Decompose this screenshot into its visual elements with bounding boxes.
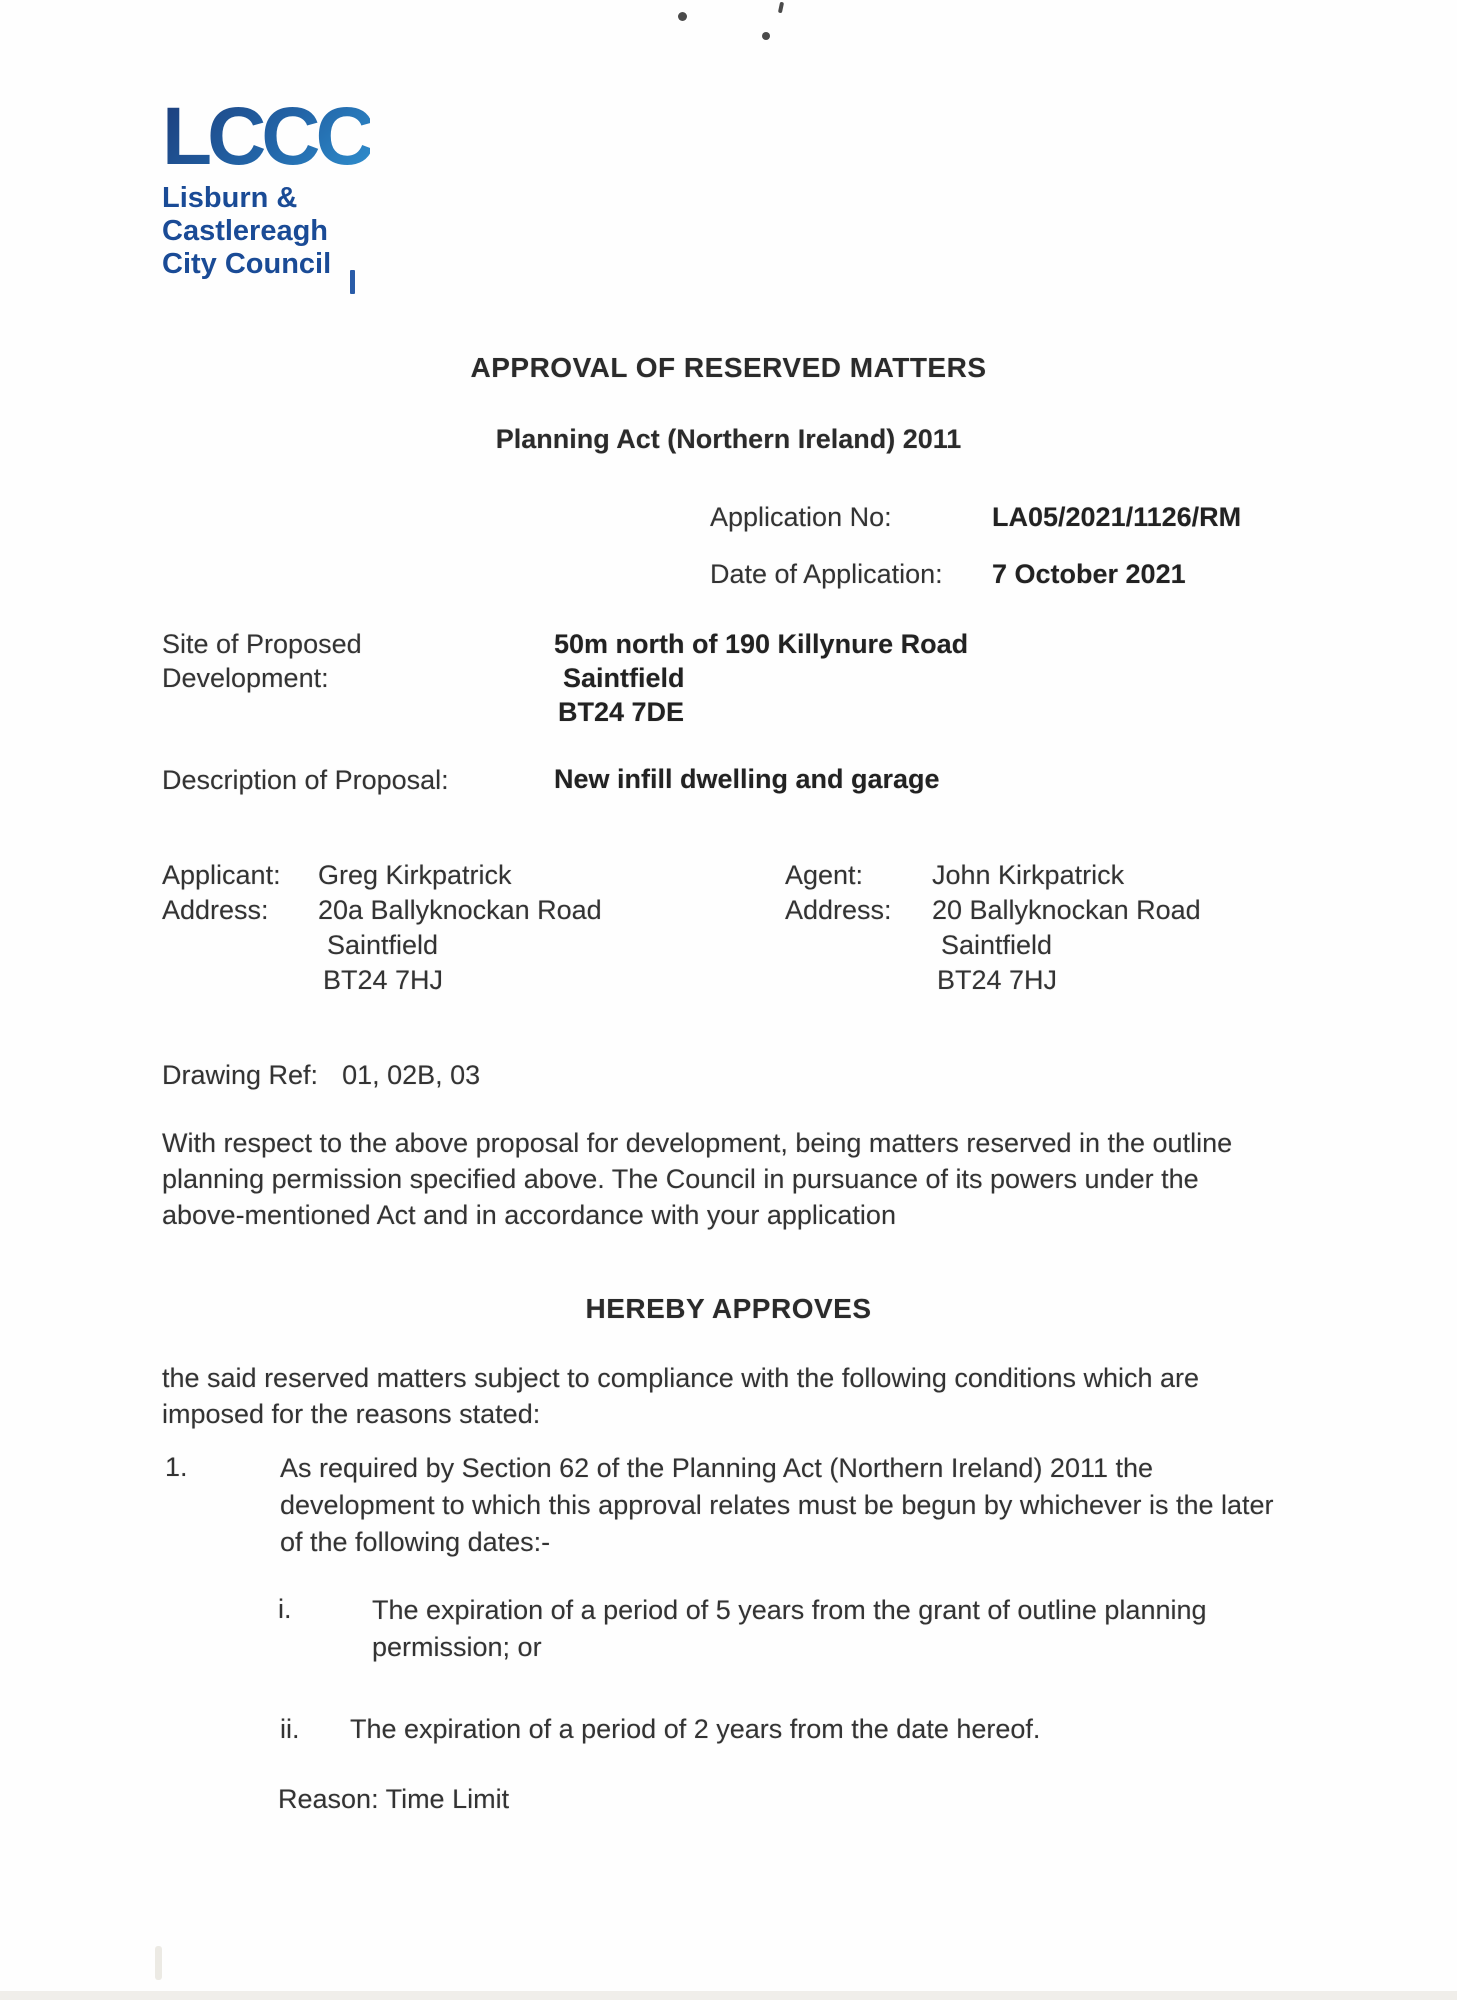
drawing-ref-label: Drawing Ref: bbox=[162, 1060, 319, 1090]
subitem-i-line: permission; or bbox=[372, 1632, 542, 1662]
applicant-labels bbox=[162, 858, 281, 928]
scan-speck-icon bbox=[762, 32, 770, 40]
applicant-label: Applicant: bbox=[162, 860, 281, 890]
conditions-intro-line: imposed for the reasons stated: bbox=[162, 1399, 541, 1429]
council-logo bbox=[162, 91, 370, 281]
site-label-line: Site of Proposed bbox=[162, 629, 362, 659]
agent-label: Agent: bbox=[785, 860, 864, 890]
site-address-line: Saintfield bbox=[563, 663, 685, 693]
drawing-ref-row bbox=[162, 1058, 480, 1092]
site-address-line: BT24 7DE bbox=[558, 697, 685, 727]
drawing-ref-value: 01, 02B, 03 bbox=[342, 1060, 481, 1090]
site-address-line: 50m north of 190 Killynure Road bbox=[554, 629, 969, 659]
conditions-intro-line: the said reserved matters subject to compliance with the following conditions which are bbox=[162, 1363, 1200, 1393]
council-name-line: Lisburn & bbox=[162, 182, 298, 214]
document-subtitle: Planning Act (Northern Ireland) 2011 bbox=[495, 424, 962, 454]
description-value: New infill dwelling and garage bbox=[554, 764, 940, 794]
lccc-logo-icon: LCCC bbox=[162, 91, 370, 182]
agent-address-line: BT24 7HJ bbox=[937, 965, 1058, 995]
scan-edge-shadow bbox=[0, 1991, 1457, 2000]
reason-text: Reason: Time Limit bbox=[278, 1784, 510, 1814]
scan-smudge-icon bbox=[155, 1946, 162, 1980]
subitem-i-text bbox=[372, 1592, 1207, 1666]
site-label bbox=[162, 627, 362, 695]
condition-1-text bbox=[280, 1450, 1274, 1561]
site-value bbox=[554, 627, 968, 729]
intro-line: planning permission specified above. The Council in pursuance of its powers under the bbox=[162, 1164, 1199, 1194]
council-name-line: Castlereagh bbox=[162, 215, 329, 247]
intro-paragraph bbox=[162, 1125, 1232, 1233]
application-no-value: LA05/2021/1126/RM bbox=[992, 502, 1242, 532]
applicant-name: Greg Kirkpatrick bbox=[318, 860, 512, 890]
site-label-line: Development: bbox=[162, 663, 329, 693]
scan-speck-icon bbox=[678, 12, 687, 21]
agent-values bbox=[932, 858, 1201, 998]
applicant-address-line: Saintfield bbox=[327, 930, 439, 960]
subitem-i-line: The expiration of a period of 5 years from the grant of outline planning bbox=[372, 1595, 1207, 1625]
agent-name: John Kirkpatrick bbox=[932, 860, 1125, 890]
document-title: APPROVAL OF RESERVED MATTERS bbox=[470, 352, 987, 383]
condition-1-line: development to which this approval relates must be begun by whichever is the later bbox=[280, 1490, 1274, 1520]
scan-speck-icon bbox=[778, 2, 784, 14]
agent-labels bbox=[785, 858, 892, 928]
approves-heading: HEREBY APPROVES bbox=[585, 1293, 872, 1324]
intro-line: With respect to the above proposal for development, being matters reserved in the outline bbox=[162, 1128, 1233, 1158]
condition-1-line: of the following dates:- bbox=[280, 1527, 551, 1557]
applicant-values bbox=[318, 858, 602, 998]
application-date-label: Date of Application: bbox=[710, 559, 943, 589]
application-date-value: 7 October 2021 bbox=[992, 559, 1186, 589]
subitem-ii-number: ii. bbox=[280, 1714, 300, 1744]
council-name-line: City Council bbox=[162, 248, 332, 280]
conditions-intro bbox=[162, 1360, 1199, 1432]
agent-address-line: Saintfield bbox=[941, 930, 1053, 960]
intro-line: above-mentioned Act and in accordance with your application bbox=[162, 1200, 896, 1230]
condition-1-line: As required by Section 62 of the Planning Act (Northern Ireland) 2011 the bbox=[280, 1453, 1154, 1483]
subitem-i-number: i. bbox=[278, 1594, 292, 1624]
condition-1-number: 1. bbox=[165, 1452, 188, 1482]
subitem-ii-text: The expiration of a period of 2 years from the date hereof. bbox=[350, 1714, 1041, 1744]
application-no-label: Application No: bbox=[710, 502, 892, 532]
council-name bbox=[162, 182, 370, 281]
applicant-address-line: BT24 7HJ bbox=[323, 965, 444, 995]
description-label: Description of Proposal: bbox=[162, 765, 449, 795]
applicant-address-line: 20a Ballyknockan Road bbox=[318, 895, 602, 925]
agent-address-label: Address: bbox=[785, 895, 892, 925]
agent-address-line: 20 Ballyknockan Road bbox=[932, 895, 1201, 925]
applicant-address-label: Address: bbox=[162, 895, 269, 925]
